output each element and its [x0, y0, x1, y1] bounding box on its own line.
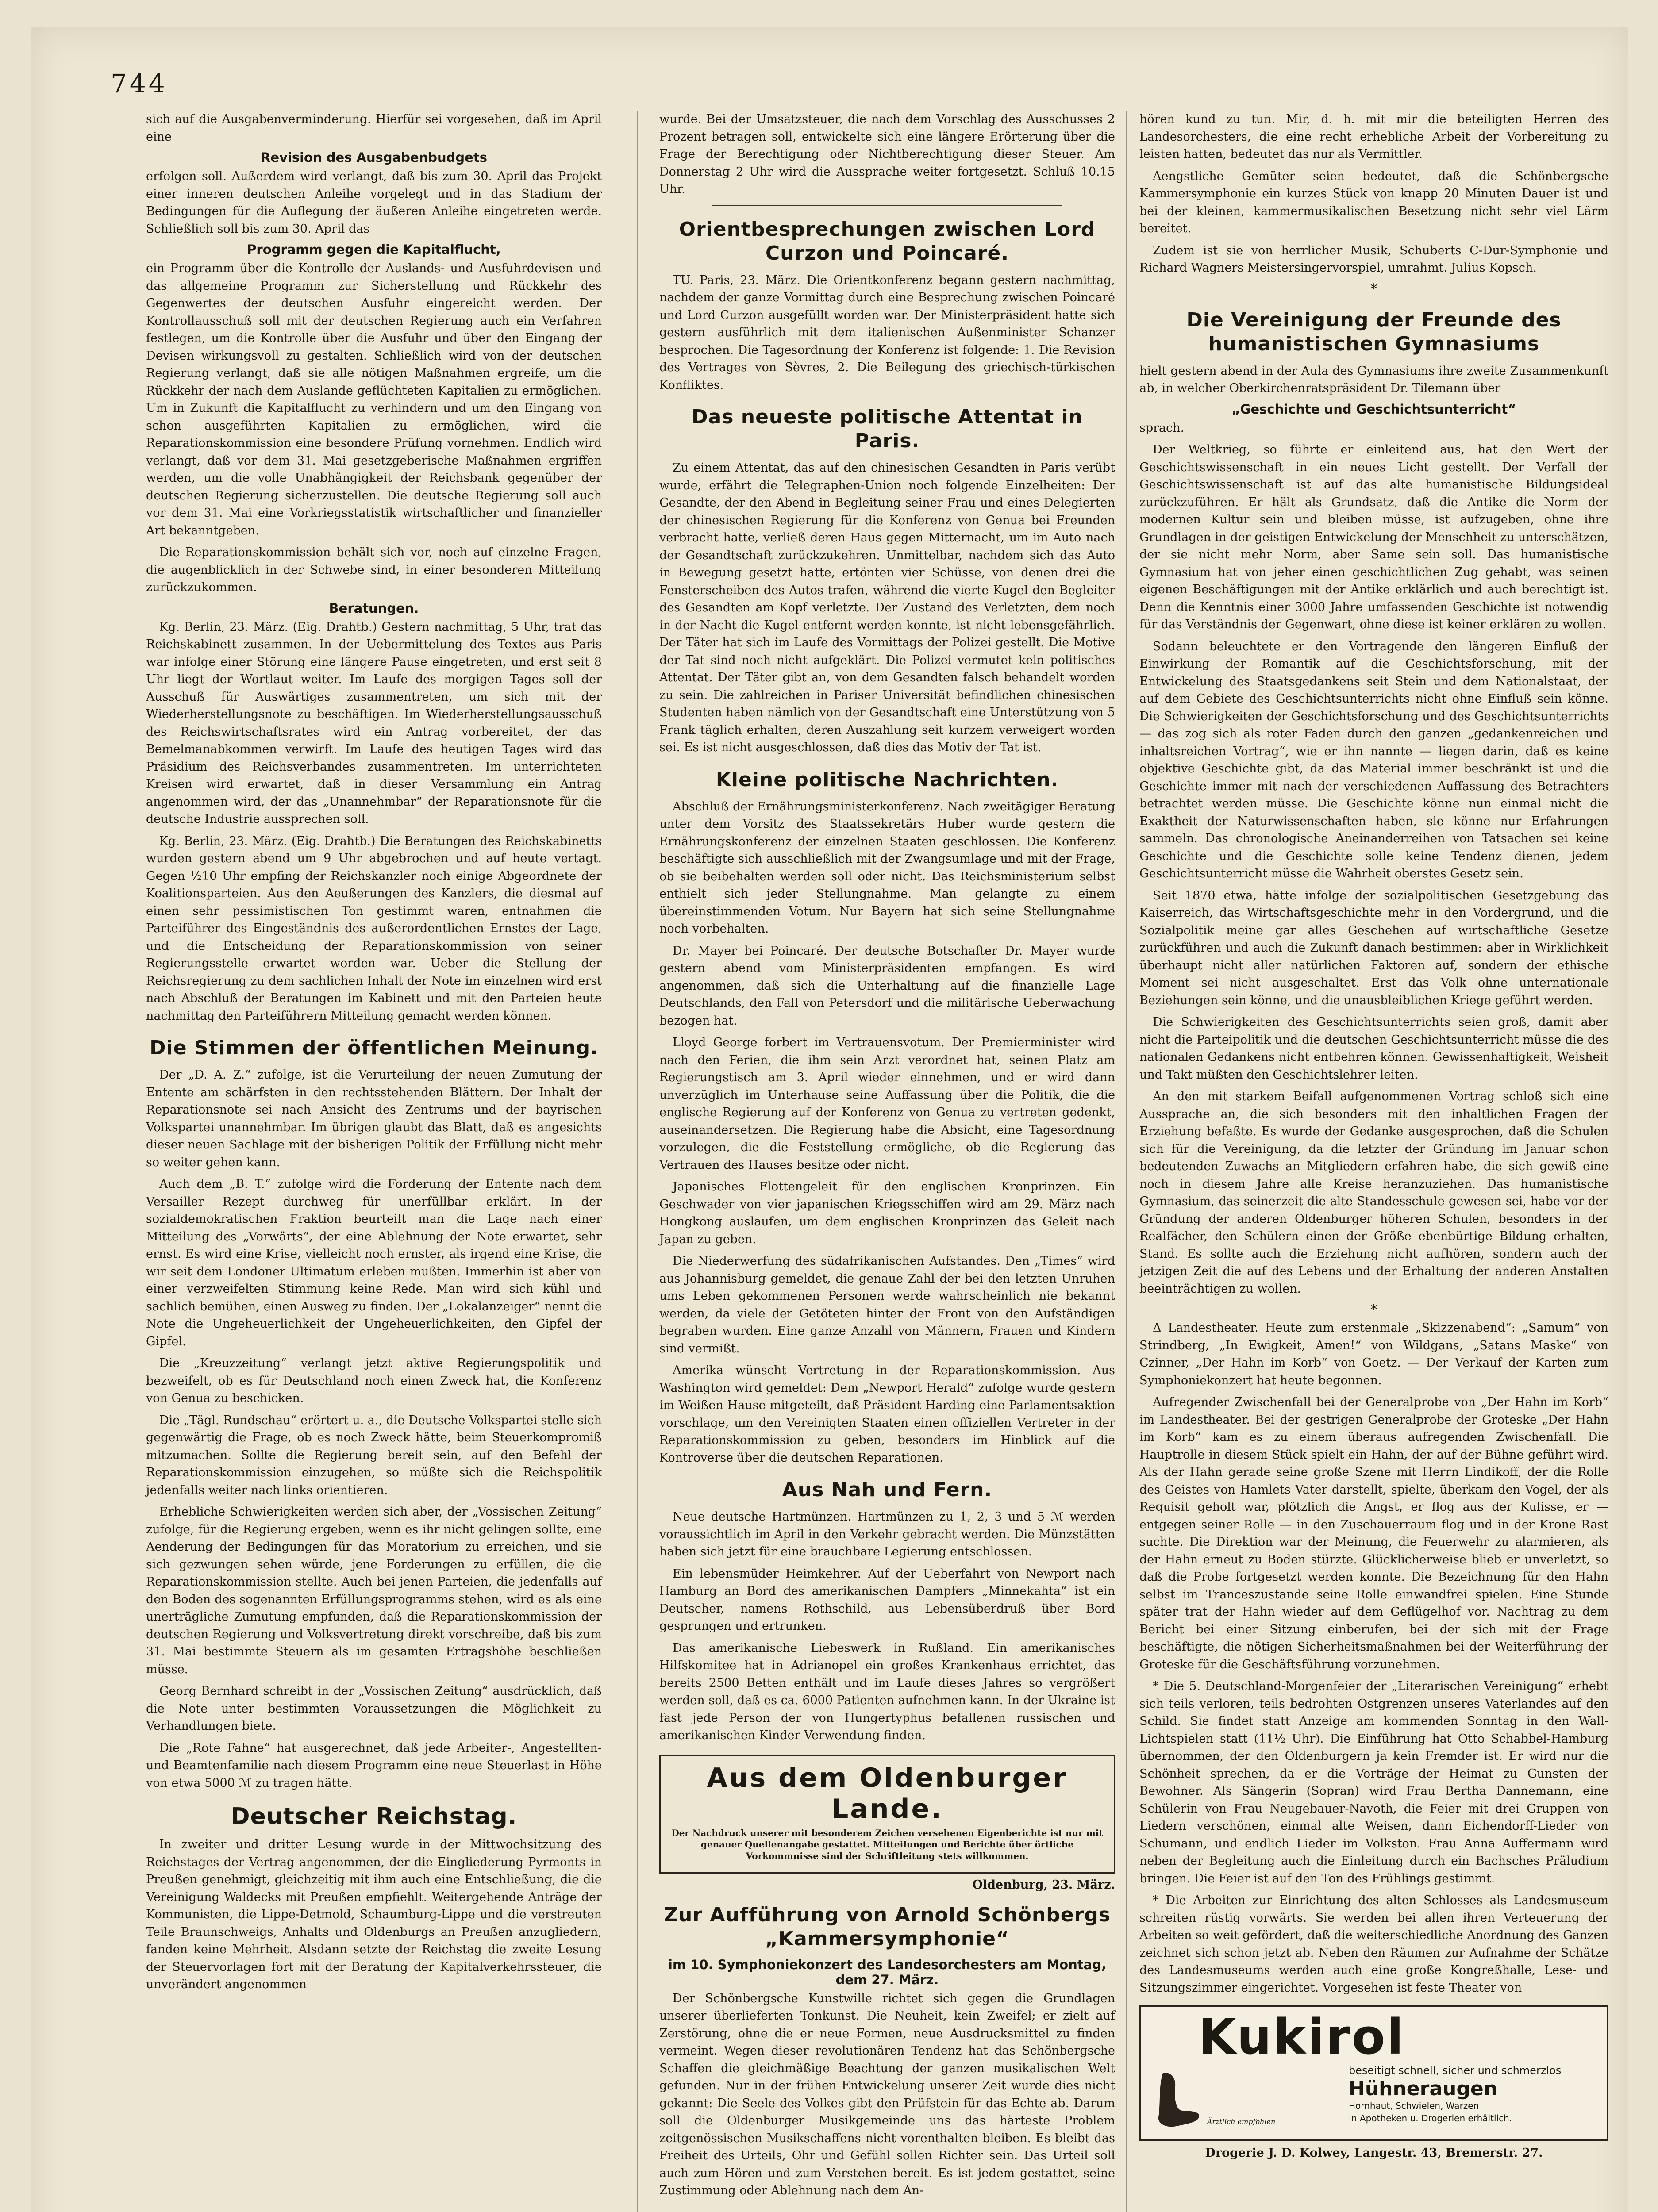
paragraph: Die „Rote Fahne“ hat ausgerechnet, daß jede Arbeiter-, Angestellten- und Beamtenfamilie nach diesem Programm eine neue Steuerlast in Höhe von etwa 5000 ℳ zu tragen hätte.: [146, 1741, 602, 1790]
paragraph: Die Niederwerfung des südafrikanischen Aufstandes. Den „Times“ wird aus Johannisburg gemeldet, die genaue Zahl der bei den letzten Unruhen ums Leben gekommenen Personen werde wahrscheinlich nie bekannt werden, da viele der Getöteten hinter der Front von den Aufständigen begraben wurden. Eine ganze Anzahl von Männern, Frauen und Kindern sind vermißt.: [659, 1254, 1115, 1356]
paragraph: sich auf die Ausgabenverminderung. Hierfür sei vorgesehen, daß im April eine: [146, 112, 602, 144]
column-rule-2: [1126, 111, 1127, 2212]
column-2: [659, 111, 1115, 2204]
ad-product: Hühneraugen: [1349, 2078, 1498, 2100]
paragraph: Ein lebensmüder Heimkehrer. Auf der Ueberfahrt von Newport nach Hamburg an Bord des amerikanischen Dampfers „Minnekahta“ ist ein Deutscher, namens Rothschild, aus Lebensüberdruß über Bord gesprungen und ertrunken.: [659, 1567, 1115, 1633]
dateline: Oldenburg, 23. März.: [972, 1878, 1115, 1892]
paragraph: Der Weltkrieg, so führte er einleitend aus, hat den Wert der Geschichtswissenschaft in ein neues Licht gestellt. Der Verfall der Geschichtswissenschaft ist auf das alte humanistische Bildungsideal zurückzuführen. Er hält als Grundsatz, daß die Antike die Norm der modernen Kultur sein und bleiben müsse, ist aufzugeben, ohne ihre Grundlagen in der geistigen Entwickelung der Menschheit zu unterschätzen, der sie nicht mehr Norm, aber Same sein soll. Das humanistische Gymnasium hat von jeher einen geschichtlichen Zug gehabt, was seinen eigenen Beschäftigungen mit der Antike erklärlich und auch berechtigt ist. Denn die Kenntnis einer 3000 Jahre umfassenden Geschichte ist notwendig für das Verständnis der Gegenwart, ohne diese ist keiner erklären zu wollen.: [1139, 443, 1608, 631]
advertisement-kukirol: [1139, 2005, 1608, 2141]
paragraph: Kg. Berlin, 23. März. (Eig. Drahtb.) Die Beratungen des Reichskabinetts wurden gestern abend um 9 Uhr abgebrochen und auf heute vertagt. Gegen ½10 Uhr empfing der Reichskanzler noch einige Abgeordnete der Koalitionsparteien. Aus den Aeußerungen des Kanzlers, die diesmal auf einen sehr pessimistischen Ton gestimmt waren, entnahmen die Parteiführer des Eingeständnis des außerordentlichen Ernstes der Lage, und die Entscheidung der Reparationskommission von seiner Regierungsstelle erwartet worden war. Ueber die Stellung der Reichsregierung zu dem sachlichen Inhalt der Note im einzelnen wird erst nach Abschluß der Beratungen im Kabinett und mit den Parteien heute nachmittag den Parteiführern Mitteilung gemacht werden können.: [146, 834, 602, 1023]
paragraph: erfolgen soll. Außerdem wird verlangt, daß bis zum 30. April das Projekt einer inneren deutschen Anleihe vorgelegt und in das Stadium der Bedingungen für die Auflegung der äußeren Anleihe eingetreten werde. Schließlich soll bis zum 30. April das: [146, 169, 602, 236]
divider: [712, 205, 1062, 206]
separator-star: *: [1370, 1302, 1377, 1317]
section-title: Aus dem Oldenburger Lande.: [707, 1762, 1068, 1824]
separator-star: *: [1370, 281, 1377, 297]
article-headline: Zur Aufführung von Arnold Schönbergs „Kammersymphonie“: [664, 1903, 1111, 1950]
ad-tagline: beseitigt schnell, sicher und schmerzlos: [1349, 2064, 1562, 2077]
paragraph: Aufregender Zwischenfall bei der Generalprobe von „Der Hahn im Korb“ im Landestheater. Bei der gestrigen Generalprobe der Groteske „Der Hahn im Korb“ kam es zu einem überaus aufregenden Zwischenfall. Die Hauptrolle in diesem Stück spielt ein Hahn, der auf der Bühne geführt wird. Als der Hahn gerade seine große Szene mit Herrn Lindikoff, der die Rolle des Geistes von Hamlets Vater darstellt, spielte, überkam den Vogel, der als Requisit geholt war, plötzlich die Angst, er flog aus der Kulisse, er — entgegen seiner Rolle — in den Zuschauerraum flog und in der Krone Rast suchte. Die Direktion war der Meinung, die Feuerwehr zu alarmieren, als der Hahn erneut zu Boden stürzte. Glücklicherweise blieb er unverletzt, so daß die Probe fortgesetzt werden konnte. Die Bezeichnung für den Hahn selbst im Tranceszustande seine Rolle einwandfrei spielen. Eine Stunde später trat der Hahn wieder auf dem Geflügelhof vor. Nachtrag zu dem Bericht bei einer Sitzung einberufen, bei der sich mit der Frage beschäftigte, die nötigen Sicherheitsmaßnahmen bei der Weiterführung der Groteske für die Geschäftsführung vorzunehmen.: [1139, 1395, 1608, 1671]
paragraph: Auch dem „B. T.“ zufolge wird die Forderung der Entente nach dem Versailler Rezept durchweg für unerfüllbar erklärt. In der sozialdemokratischen Fraktion beurteilt man die Lage nach einer Mitteilung des „Vorwärts“, der eine Ablehnung der Note erwartet, sehr ernst. Es wird eine Krise, vielleicht noch ernster, als irgend eine Krise, die wir seit dem Londoner Ultimatum erleben mußten. Immerhin ist aber von einer verzweifelten Stimmung keine Rede. Man wird sich kühl und sachlich bemühen, einen Ausweg zu finden. Der „Lokalanzeiger“ nennt die Note die Ungeheuerlichkeit der Ungeheuerlichkeiten, den Gipfel der Gipfel.: [146, 1177, 602, 1348]
paragraph: Dr. Mayer bei Poincaré. Der deutsche Botschafter Dr. Mayer wurde gestern abend vom Ministerpräsidenten empfangen. Es wird angenommen, daß sich die Unterhaltung auf die finanzielle Lage Deutschlands, den Fall von Petersdorf und die militärische Ueberwachung bezogen hat.: [659, 944, 1115, 1028]
paragraph: Das amerikanische Liebeswerk in Rußland. Ein amerikanisches Hilfskomitee hat in Adrianopel ein großes Krankenhaus errichtet, das bereits 2500 Betten enthält und im Laufe dieses Jahres so vergrößert werden soll, daß es ca. 6000 Patienten aufnehmen kann. In der Ukraine ist fast jede Person der von Hungertyphus befallenen russischen und amerikanischen Kinder Verwendung finden.: [659, 1641, 1115, 1742]
paragraph: ein Programm über die Kontrolle der Auslands- und Ausfuhrdevisen und das allgemeine Programm zur Sicherstellung und Rückkehr des Gegenwertes der deutschen Ausfuhr eingereicht werden. Der Kontrollausschuß soll mit der deutschen Regierung auch ein Verfahren festlegen, um die Kontrolle über die Ausfuhr und über den Eingang der Devisen wirkungsvoll zu gestalten. Schließlich wird von der deutschen Regierung verlangt, daß sie alle nötigen Maßnahmen ergreife, um die Rückkehr der nach dem Auslande geflüchteten Kapitalien zu ermöglichen. Um in Zukunft die Kapitalflucht zu verhindern und um den Eingang von schon ausgeführten Kapitalien zu ermöglichen, wird die Reparationskommission eine besondere Prüfung vornehmen. Endlich wird verlangt, daß vor dem 31. Mai gesetzgeberische Maßnahmen ergriffen werden, um die volle Unabhängigkeit der Reichsbank gegenüber der deutschen Regierung sicherzustellen. Die deutsche Regierung soll auch vor dem 31. Mai eine Vorkriegsstatistik wirtschaftlicher und finanzieller Art bekanntgeben.: [146, 261, 602, 538]
paragraph: Zu einem Attentat, das auf den chinesischen Gesandten in Paris verübt wurde, erfährt die Telegraphen-Union noch folgende Einzelheiten: Der Gesandte, der den Abend in Begleitung seiner Frau und eines Delegierten der chinesischen Regierung für die Konferenz von Genua bei Freunden verbracht hatte, verließ deren Haus gegen Mitternacht, um im Auto nach der Gesandtschaft zurückzukehren. Unmittelbar, nachdem sich das Auto in Bewegung gesetzt hatte, ertönten vier Schüsse, von denen drei die Fensterscheiben des Autos trafen, während die vierte Kugel den Begleiter des Gesandten am Kopf verletzte. Der Zustand des Verletzten, dem noch in der Nacht die Kugel entfernt werden konnte, ist nicht lebensgefährlich. Der Täter hat sich im Laufe des Vormittags der Polizei gestellt. Die Motive der Tat sind noch nicht aufgeklärt. Die Polizei vermutet kein politisches Attentat. Der Täter gibt an, von dem Gesandten falsch behandelt worden zu sein. Die zahlreichen in Pariser Universität befindlichen chinesischen Studenten haben nämlich von der Gesandtschaft eine Unterstützung von 5 Frank täglich erhalten, deren Auszahlung seit kurzem verweigert worden sei. Es ist nicht ausgeschlossen, daß dies das Motiv der Tat ist.: [659, 461, 1115, 754]
paragraph: Die „Tägl. Rundschau“ erörtert u. a., die Deutsche Volkspartei stelle sich gegenwärtig die Frage, ob es noch Zweck hätte, beim Steuerkompromiß mitzumachen. Sollte die Regierung bereit sein, auf den Befehl der Reparationskommission einzugehen, so müßte sich die Reichspolitik jedenfalls weiter nach links orientieren.: [146, 1413, 602, 1497]
page-number: 744: [111, 69, 168, 99]
paragraph: Georg Bernhard schreibt in der „Vossischen Zeitung“ ausdrücklich, daß die Note unter bestimmten Voraussetzungen die Möglichkeit zu Verhandlungen biete.: [146, 1684, 602, 1733]
article-headline: Aus Nah und Fern.: [782, 1479, 992, 1501]
paragraph: sprach.: [1139, 421, 1185, 435]
paragraph: * Die Arbeiten zur Einrichtung des alten Schlosses als Landesmuseum schreiten rüstig vorwärts. Sie werden bei allen ihren Verteuerung der Arbeiten so weit gefördert, daß die weiterschiedliche Anordnung des Ganzen zeichnet sich schon jetzt ab. Neben den Räumen zur Aufnahme der Schätze des Landesmuseums werden auch eine große Kongreßhalle, Lese- und Sitzungszimmer eingerichtet. Vorgesehen ist feste Theater von: [1139, 1893, 1608, 1995]
paragraph: Seit 1870 etwa, hätte infolge der sozialpolitischen Gesetzgebung das Kaiserreich, das Wirtschaftsgeschichte mehr in den Vordergrund, und die Sozialpolitik meine gar alles Geschehen auf wirtschaftliche Gesetze zurückführen und auch die Zukunft danach bestimmen: aber in Wirklichkeit überhaupt nicht aller natürlichen Faktoren auf, sondern der ethische Moment sei nicht ausgeschaltet. Erst das Volk ohne unternationale Beziehungen sein könne, und die unausbleiblichen Kriege geführt werden.: [1139, 888, 1608, 1007]
subheading: Revision des Ausgabenbudgets: [261, 150, 487, 165]
ad-brand: Kukirol: [1198, 2008, 1405, 2065]
article-headline: Kleine politische Nachrichten.: [716, 768, 1059, 791]
paragraph: wurde. Bei der Umsatzsteuer, die nach dem Vorschlag des Ausschusses 2 Prozent betragen soll, entwickelte sich eine längere Erörterung über die Frage der Berechtigung oder Nichtberechtigung dieser Steuer. Am Donnerstag 2 Uhr wird die Aussprache weiter fortgesetzt. Schluß 10.15 Uhr.: [659, 112, 1115, 196]
paragraph: Amerika wünscht Vertretung in der Reparationskommission. Aus Washington wird gemeldet: Dem „Newport Herald“ zufolge wurde gestern im Weißen Hause mitgeteilt, daß Präsident Harding eine Parlamentsaktion vorschlage, um den Vereinigten Staaten einen offiziellen Vertreter in der Reparationskommission zu geben, besonders im Hinblick auf die Kontroverse über die deutschen Reparationen.: [659, 1363, 1115, 1465]
paragraph: Japanisches Flottengeleit für den englischen Kronprinzen. Ein Geschwader von vier japanischen Kriegsschiffen wird am 29. März nach Hongkong auslaufen, um dem englischen Kronprinzen das Geleit nach Japan zu geben.: [659, 1180, 1115, 1246]
column-3: [1139, 111, 1608, 2160]
reprint-notice: Der Nachdruck unserer mit besonderem Zeichen versehenen Eigenberichte ist nur mit genauer Quellenangabe gestattet. Mitteilungen und Berichte über örtliche Vorkommnisse sind der Schriftleitung stets willkommen.: [671, 1827, 1103, 1861]
paragraph: Δ Landestheater. Heute zum erstenmale „Skizzenabend“: „Samum“ von Strindberg, „In Ewigkeit, Amen!“ von Wildgans, „Satans Maske“ von Czinner, „Der Hahn im Korb“ von Goetz. — Der Verkauf der Karten zum Symphoniekonzert hat heute begonnen.: [1139, 1321, 1608, 1387]
article-headline: Orientbesprechungen zwischen Lord Curzon und Poincaré.: [679, 218, 1096, 265]
subheading: Programm gegen die Kapitalflucht,: [247, 242, 501, 257]
paragraph: Erhebliche Schwierigkeiten werden sich aber, der „Vossischen Zeitung“ zufolge, für die Regierung ergeben, wenn es ihr nicht gelingen sollte, eine Aenderung der Bedingungen für das Moratorium zu erreichen, und sie sich gezwungen sehen würde, jene Forderungen zu erfüllen, die die Reparationskommission stellte. Auch bei jenen Parteien, die jedenfalls auf den Boden des sogenannten Erfüllungsprogramms stehen, wird es als eine unerträgliche Zumutung empfunden, daß die Reparationskommission der deutschen Regierung und Volksvertretung direkt vorschreibe, daß bis zum 31. Mai bestimmte Steuern als im gesamten Ertragshöhe beschließen müsse.: [146, 1505, 602, 1676]
paragraph: Die „Kreuzzeitung“ verlangt jetzt aktive Regierungspolitik und bezweifelt, ob es für Deutschland noch einen Zweck hat, die Konferenz von Genua zu beschicken.: [146, 1356, 602, 1405]
section-masthead: [659, 1755, 1115, 1874]
ad-badge: Ärztlich empfohlen: [1207, 2117, 1276, 2126]
article-headline: Die Vereinigung der Freunde des humanistischen Gymnasiums: [1186, 308, 1562, 355]
article-headline: Die Stimmen der öffentlichen Meinung.: [150, 1037, 598, 1059]
paragraph: Die Reparationskommission behält sich vor, noch auf einzelne Fragen, die augenblicklich in der Schwebe sind, in einer besonderen Mitteilung zurückzukommen.: [146, 545, 602, 594]
foot-icon: [1150, 2069, 1203, 2131]
paragraph: hören kund zu tun. Mir, d. h. mit mir die beteiligten Herren des Landesorchesters, die eine recht erhebliche Arbeit der Vorbereitung zu leisten hatten, bedeutet das nur als Vermittler.: [1139, 112, 1608, 161]
article-headline: Deutscher Reichstag.: [231, 1803, 517, 1830]
paragraph: Sodann beleuchtete er den Vortragende den längeren Einfluß der Einwirkung der Romantik auf die Geschichtsforschung, mit der Entwickelung des Staatsgedankens seit Stein und dem Nationalstaat, der auf dem Gebiete des Geschichtsunterrichts nicht ohne Einfluß sein könne. Die Schwierigkeiten der Geschichtsforschung und des Geschichtsunterrichts — das zog sich als roter Faden durch den ganzen „gedankenreichen und inhaltsreichen Vortrag“, wie er ihn nannte — liegen darin, daß es keine objektive Geschichte gibt, da das Material immer beschränkt ist und die Geschichte immer mit nach der verschiedenen Auffassung des Betrachters betrachtet werden müsse. Die Geschichte könne nun einmal nicht die Exaktheit der Naturwissenschaften haben, sie könne nur Erfahrungen sammeln. Das chronologische Aneinanderreihen von Tatsachen sei keine Geschichte und die Geschichte solle keine Tendenz dienen, jedem Geschichtsunterricht müsse die Wahrheit oberstes Gesetz sein.: [1139, 639, 1608, 880]
paragraph: Aengstliche Gemüter seien bedeutet, daß die Schönbergsche Kammersymphonie ein kurzes Stück von knapp 20 Minuten Dauer ist und bei der kleinen, kammermusikalischen Besetzung nicht sehr viel Lärm bereitet.: [1139, 169, 1608, 235]
article-headline: Das neueste politische Attentat in Paris.: [692, 406, 1083, 452]
column-1: [146, 111, 602, 1998]
paragraph: hielt gestern abend in der Aula des Gymnasiums ihre zweite Zusammenkunft ab, in welcher Oberkirchenratspräsident Dr. Tilemann über: [1139, 364, 1608, 395]
paragraph: Die Schwierigkeiten des Geschichtsunterrichts seien groß, damit aber nicht die Parteipolitik und die deutschen Geschichtsunterricht müsse die des nationalen Gedankens nicht entbehren können. Gewissenhaftigkeit, Weisheit und Takt müßten den Geschichtslehrer leiten.: [1139, 1015, 1608, 1082]
paragraph: Der Schönbergsche Kunstwille richtet sich gegen die Grundlagen unserer überlieferten Tonkunst. Die Neuheit, kein Zweifel; er zielt auf Zerstörung, ohne die er neue Formen, neue Ausdrucksmittel zu finden vermeint. Wegen dieser revolutionären Tendenz hat das Schönbergsche Schaffen die gleichmäßige Beachtung der ganzen musikalischen Welt gefunden. Nur in der frühen Entwickelung unserer Zeit wurde dies nicht gekannt: Die Seele des Volkes gibt den Prüfstein für das Echte ab. Darum soll die Oldenburger Musikgemeinde uns das härteste Problem zeitgenössischen Musikschaffens nicht vorenthalten bleiben. Es bleibt das Freiheit des Urteils, Ohr und Gefühl sollen Richter sein. Das Urteil soll auch zum Hören und zum Verstehen bereit. Es ist jedem gestattet, seine Zustimmung oder Ablehnung nach dem An-: [659, 1991, 1115, 2197]
subheading: „Geschichte und Geschichtsunterricht“: [1231, 401, 1516, 417]
column-rule-1: [637, 111, 638, 2212]
subheading: Beratungen.: [329, 600, 419, 616]
paragraph: * Die 5. Deutschland-Morgenfeier der „Literarischen Vereinigung“ erhebt sich teils verloren, teils bedrohten Ostgrenzen unseres Vaterlandes auf den Schild. Sie findet statt Anzeige am kommenden Sonntag in den Wall-Lichtspielen statt (11½ Uhr). Die Einführung hat Otto Schabbel-Hamburg übernommen, der den Oldenburgern ja kein Fremder ist. Er wird nur die Schönheit sprechen, da er die Vorträge der Heimat zu Gunsten der Bewohner. Als Sängerin (Sopran) wird Frau Bertha Dannemann, eine Schülerin von Frau Neugebauer-Navoth, die Feier mit drei Gruppen von Liedern verschönen, einmal alte Weisen, dann Eichendorff-Lieder von Schumann, und endlich Lieder im Volkston. Frau Anna Auffermann wird neben der Begleitung auch die Einleitung durch ein Bachsches Präludium bringen. Die Feier ist auf den Ton des Frühlings gestimmt.: [1139, 1679, 1608, 1886]
paragraph: Der „D. A. Z.“ zufolge, ist die Verurteilung der neuen Zumutung der Entente am schärfsten in den rechtsstehenden Blättern. Der Inhalt der Reparationsnote sei nach Ansicht des Zentrums und der bayrischen Volkspartei unannehmbar. Im übrigen glaubt das Blatt, daß es angesichts dieser neuen Sachlage mit der bisherigen Politik der Erfüllung nicht mehr so weiter gehen kann.: [146, 1068, 602, 1169]
paragraph: In zweiter und dritter Lesung wurde in der Mittwochsitzung des Reichstages der Vertrag angenommen, der die Eingliederung Pyrmonts in Preußen genehmigt, gleichzeitig mit ihm auch eine Entschließung, die die Vereinigung Waldecks mit Preußen empfiehlt. Weitergehende Anträge der Kommunisten, die Lippe-Detmold, Schaumburg-Lippe und die verstreuten Teile Braunschweigs, Anhalts und Oldenburgs an Preußen anzugliedern, fanden keine Mehrheit. Alsdann setzte der Reichstag die zweite Lesung der Steuervorlagen fort mit der Beratung der Kapitalverkehrssteuer, die unverändert angenommen: [146, 1838, 602, 1991]
paragraph: Kg. Berlin, 23. März. (Eig. Drahtb.) Gestern nachmittag, 5 Uhr, trat das Reichskabinett zusammen. In der Uebermittelung des Textes aus Paris war infolge einer Störung eine längere Pause eingetreten, und erst seit 8 Uhr liegt der Wortlaut weiter. Im Laufe des morgigen Tages soll der Ausschuß für Auswärtiges zusammentreten, um sich mit der Wiederherstellungsnote zu beschäftigen. Im Wiederherstellungsausschuß des Reichswirtschaftsrates wird ein Antrag vorbereitet, der das Bemelmanabkommen verwirft. Im Laufe des heutigen Tages wird das Präsidium des Reichsverbandes zusammentreten. Im unterrichteten Kreisen wird erwartet, daß in dieser Versammlung ein Antrag angenommen wird, der das „Unannehmbar“ der Reparationsnote für die deutsche Industrie aussprechen soll.: [146, 620, 602, 826]
paragraph: An den mit starkem Beifall aufgenommenen Vortrag schloß sich eine Aussprache an, die sich besonders mit den inhaltlichen Fragen der Erziehung befaßte. Es wurde der Gedanke ausgesprochen, daß die Schulen sich für die Vereinigung, da die letzter der Gründung im Januar schon bedeutenden Zuwachs an Mitgliedern erfahren habe, die sich gewiß eine noch in diesem Jahre alle Kreise heranzuziehen. Das humanistische Gymnasium, das seinerzeit die alte Standesschule gewesen sei, habe vor der Gründung der anderen Oldenburger höheren Schulen, besonders in der Realfächer, den Schülern einen der Größe ebenbürtige Bildung erhalten, Stand. Es sollte auch die Erziehung nicht aufhören, sondern auch der jetzigen Zeit die auf des Lebens und der Erhaltung der anderen Anstalten beeinträchtigen zu wollen.: [1139, 1090, 1608, 1296]
paragraph: Neue deutsche Hartmünzen. Hartmünzen zu 1, 2, 3 und 5 ℳ werden voraussichtlich im April in den Verkehr gebracht werden. Die Münzstätten haben sich jetzt für eine brauchbare Legierung entschlossen.: [659, 1510, 1115, 1559]
ad-footer: Drogerie J. D. Kolwey, Langestr. 43, Bremerstr. 27.: [1205, 2146, 1543, 2160]
subheading: im 10. Symphoniekonzert des Landesorchesters am Montag, dem 27. März.: [668, 1957, 1107, 1987]
ad-availability: In Apotheken u. Drogerien erhältlich.: [1349, 2113, 1512, 2124]
paragraph: Zudem ist sie von herrlicher Musik, Schuberts C-Dur-Symphonie und Richard Wagners Meistersingervorspiel, umrahmt. Julius Kopsch.: [1139, 243, 1608, 275]
paragraph: Abschluß der Ernährungsministerkonferenz. Nach zweitägiger Beratung unter dem Vorsitz des Staatssekretärs Huber wurde gestern die Ernährungskonferenz der einzelnen Staaten geschlossen. Die Konferenz beschäftigte sich ausschließlich mit der Zwangsumlage und mit der Frage, ob sie beibehalten werden soll oder nicht. Das Reichsministerium selbst enthielt sich jeder Stellungnahme. Man gelangte zu einem übereinstimmenden Votum. Nur Bayern hat sich seine Stellungnahme noch vorbehalten.: [659, 799, 1115, 936]
ad-detail: Hornhaut, Schwielen, Warzen: [1349, 2101, 1479, 2111]
paragraph: TU. Paris, 23. März. Die Orientkonferenz begann gestern nachmittag, nachdem der ganze Vormittag durch eine Besprechung zwischen Poincaré und Lord Curzon ausgefüllt worden war. Der Ministerpräsident hatte sich gestern ausführlich mit dem italienischen Außenminister Schanzer besprochen. Die Tagesordnung der Konferenz ist folgende: 1. Die Revision des Vertrages von Sèvres, 2. Die Beilegung des griechisch-türkischen Konfliktes.: [659, 273, 1115, 392]
paragraph: Lloyd George forbert im Vertrauensvotum. Der Premierminister wird nach den Ferien, die ihm sein Arzt verordnet hat, seinen Platz am Regierungstisch am 3. April wieder einnehmen, und er wird dann unverzüglich im Unterhause seine Auffassung über die Politik, die die englische Regierung auf der Konferenz von Genua zu vertreten gedenkt, auseinandersetzen. Die Regierung habe die Absicht, eine Tagesordnung vorzulegen, die die Feststellung ermögliche, ob die Regierung das Vertrauen des Hauses besitze oder nicht.: [659, 1036, 1115, 1172]
